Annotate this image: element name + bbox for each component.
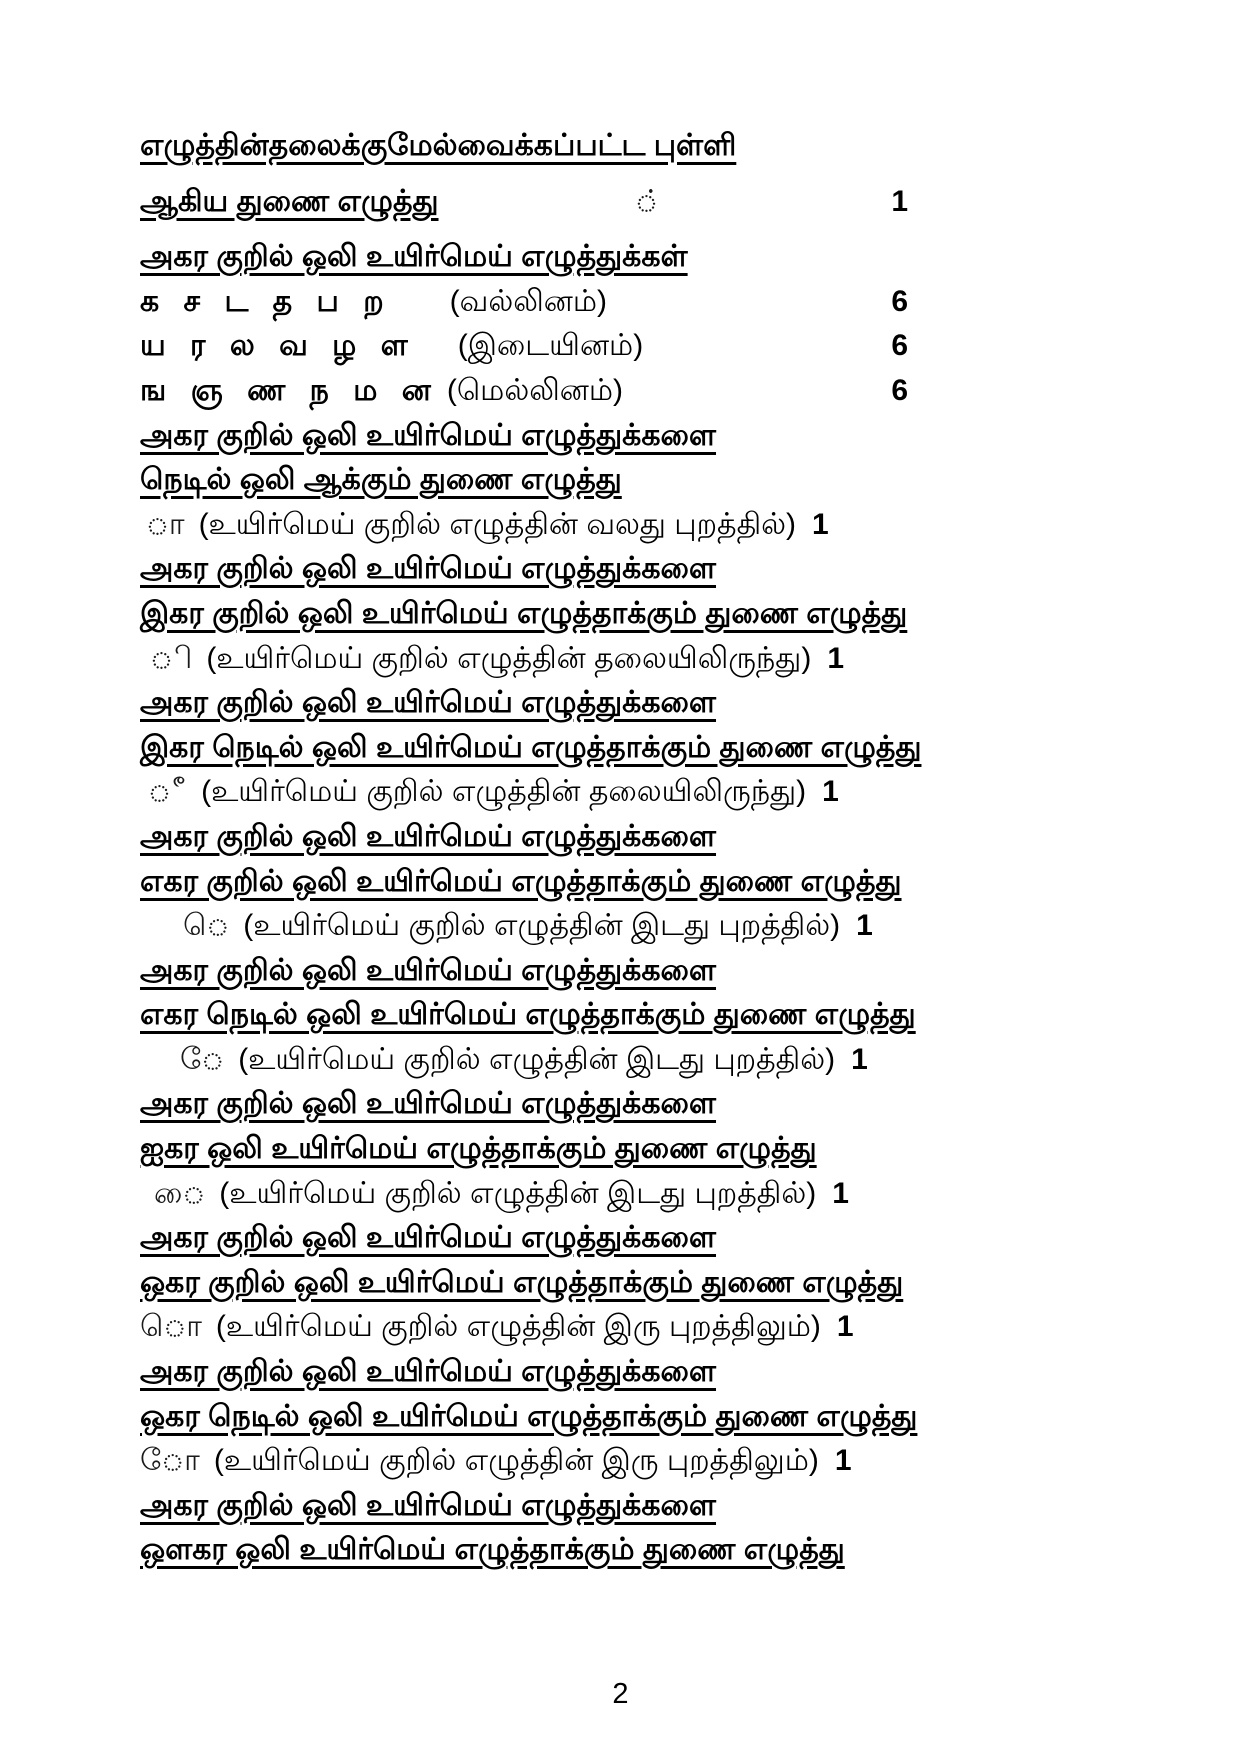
text-line bbox=[140, 460, 912, 505]
vowel-sign-symbol: ◌ை bbox=[154, 1176, 206, 1210]
underlined-text: அகர குறில் ஒலி உயிர்மெய் எழுத்துக்களை bbox=[140, 686, 717, 720]
vowel-sign-line bbox=[140, 1174, 912, 1219]
underlined-text: ஐகர ஒலி உயிர்மெய் எழுத்தாக்கும் துணை எழுத்து bbox=[140, 1132, 817, 1166]
vowel-sign-symbol: ா bbox=[146, 507, 185, 541]
count-value: 1 bbox=[856, 909, 873, 943]
usage-note: (உயிர்மெய் குறில் எழுத்தின் இடது புறத்தில்) bbox=[219, 1176, 817, 1210]
underlined-text: ஒளகர ஒலி உயிர்மெய் எழுத்தாக்கும் துணை எழுத்து bbox=[140, 1533, 845, 1567]
series-category-label: (மெல்லினம்) bbox=[446, 373, 624, 407]
vowel-sign-line bbox=[140, 639, 912, 684]
text-line bbox=[140, 549, 912, 594]
count-value: 1 bbox=[822, 775, 839, 809]
vowel-sign-symbol: ◌ீ bbox=[148, 775, 188, 809]
text-line bbox=[140, 1530, 912, 1575]
text-line bbox=[140, 1486, 912, 1531]
usage-note: (உயிர்மெய் குறில் எழுத்தின் வலது புறத்தில்) bbox=[198, 507, 797, 541]
text-line bbox=[140, 1263, 912, 1308]
underlined-text: ஒகர நெடில் ஒலி உயிர்மெய் எழுத்தாக்கும் துணை எழுத்து bbox=[140, 1399, 918, 1433]
text-line bbox=[140, 126, 912, 171]
underlined-text: அகர குறில் ஒலி உயிர்மெய் எழுத்துக்களை bbox=[140, 953, 717, 987]
text-line bbox=[140, 182, 912, 227]
count-value: 1 bbox=[851, 1042, 868, 1076]
count-value: 6 bbox=[891, 373, 908, 407]
text-line bbox=[140, 951, 912, 996]
vowel-sign-symbol: ◌ோ bbox=[140, 1444, 200, 1478]
page-number: 2 bbox=[612, 1678, 629, 1710]
underlined-text: அகர குறில் ஒலி உயிர்மெய் எழுத்துக்களை bbox=[140, 1355, 717, 1389]
count-value: 1 bbox=[827, 641, 844, 675]
text-line bbox=[140, 995, 916, 1040]
count-value: 1 bbox=[812, 507, 829, 541]
underlined-text: அகர குறில் ஒலி உயிர்மெய் எழுத்துக்களை bbox=[140, 552, 717, 586]
text-line bbox=[140, 1397, 918, 1442]
letter-series: க ச ட த ப ற bbox=[140, 284, 392, 318]
letter-series-line bbox=[140, 326, 912, 371]
underlined-text: அகர குறில் ஒலி உயிர்மெய் எழுத்துக்களை bbox=[140, 418, 717, 452]
underlined-text: அகர குறில் ஒலி உயிர்மெய் எழுத்துக்களை bbox=[140, 819, 717, 853]
series-category-label: (இடையினம்) bbox=[457, 329, 644, 363]
count-value: 1 bbox=[836, 1310, 854, 1344]
vowel-sign-line bbox=[140, 1307, 912, 1352]
underlined-text: இகர குறில் ஒலி உயிர்மெய் எழுத்தாக்கும் துணை எழுத்து bbox=[140, 596, 908, 630]
underlined-text: எகர நெடில் ஒலி உயிர்மெய் எழுத்தாக்கும் துணை எழுத்து bbox=[140, 998, 916, 1032]
usage-note: (உயிர்மெய் குறில் எழுத்தின் இடது புறத்தில்) bbox=[243, 909, 841, 943]
count-value: 1 bbox=[891, 184, 908, 218]
text-line bbox=[140, 817, 912, 862]
pulli-symbol: ◌் bbox=[635, 184, 662, 218]
vowel-sign-line bbox=[140, 906, 912, 951]
usage-note: (உயிர்மெய் குறில் எழுத்தின் இரு புறத்திலும்) bbox=[213, 1444, 819, 1478]
text-line bbox=[140, 1352, 912, 1397]
vowel-sign-symbol: ◌ெ bbox=[183, 909, 230, 943]
underlined-text: ஒகர குறில் ஒலி உயிர்மெய் எழுத்தாக்கும் துணை எழுத்து bbox=[140, 1265, 904, 1299]
underlined-text: ஆகிய துணை எழுத்து bbox=[140, 184, 439, 218]
series-category-label: (வல்லினம்) bbox=[449, 284, 608, 318]
vowel-sign-line bbox=[140, 505, 912, 550]
usage-note: (உயிர்மெய் குறில் எழுத்தின் இரு புறத்திலும்) bbox=[215, 1310, 821, 1344]
usage-note: (உயிர்மெய் குறில் எழுத்தின் தலையிலிருந்து) bbox=[206, 641, 812, 675]
underlined-text: அகர குறில் ஒலி உயிர்மெய் எழுத்துக்கள் bbox=[140, 240, 688, 274]
letter-series: ங ஞ ண ந ம ன bbox=[140, 373, 439, 407]
text-line bbox=[140, 683, 912, 728]
count-value: 1 bbox=[834, 1444, 852, 1478]
letter-series: ய ர ல வ ழ ள bbox=[140, 329, 416, 363]
underlined-text: அகர குறில் ஒலி உயிர்மெய் எழுத்துக்களை bbox=[140, 1488, 717, 1522]
page-body bbox=[140, 126, 922, 1575]
count-value: 6 bbox=[891, 284, 908, 318]
underlined-text: அகர குறில் ஒலி உயிர்மெய் எழுத்துக்களை bbox=[140, 1221, 717, 1255]
text-line bbox=[140, 862, 912, 907]
text-line bbox=[140, 237, 912, 282]
vowel-sign-symbol: ◌ி bbox=[150, 641, 193, 675]
count-value: 1 bbox=[832, 1176, 849, 1210]
vowel-sign-line bbox=[140, 1441, 912, 1486]
underlined-text: அகர குறில் ஒலி உயிர்மெய் எழுத்துக்களை bbox=[140, 1087, 717, 1121]
vowel-sign-symbol: ◌ே bbox=[180, 1042, 225, 1076]
vowel-sign-line bbox=[140, 1040, 912, 1085]
count-value: 6 bbox=[891, 329, 908, 363]
text-line bbox=[140, 1218, 912, 1263]
underlined-text: நெடில் ஒலி ஆக்கும் துணை எழுத்து bbox=[140, 463, 622, 497]
letter-series-line bbox=[140, 282, 912, 327]
vowel-sign-line bbox=[140, 772, 912, 817]
vowel-sign-symbol: ◌ொ bbox=[140, 1310, 202, 1344]
usage-note: (உயிர்மெய் குறில் எழுத்தின் தலையிலிருந்து) bbox=[201, 775, 807, 809]
usage-note: (உயிர்மெய் குறில் எழுத்தின் இடது புறத்தில்) bbox=[238, 1042, 836, 1076]
underlined-text: எகர குறில் ஒலி உயிர்மெய் எழுத்தாக்கும் துணை எழுத்து bbox=[140, 864, 902, 898]
underlined-text: எழுத்தின்தலைக்குமேல்வைக்கப்பட்ட புள்ளி bbox=[140, 129, 737, 162]
text-line bbox=[140, 728, 922, 773]
underlined-text: இகர நெடில் ஒலி உயிர்மெய் எழுத்தாக்கும் துணை எழுத்து bbox=[140, 730, 922, 764]
letter-series-line bbox=[140, 371, 912, 416]
text-line bbox=[140, 1129, 912, 1174]
text-line bbox=[140, 594, 912, 639]
text-line bbox=[140, 1084, 912, 1129]
text-line bbox=[140, 416, 912, 461]
